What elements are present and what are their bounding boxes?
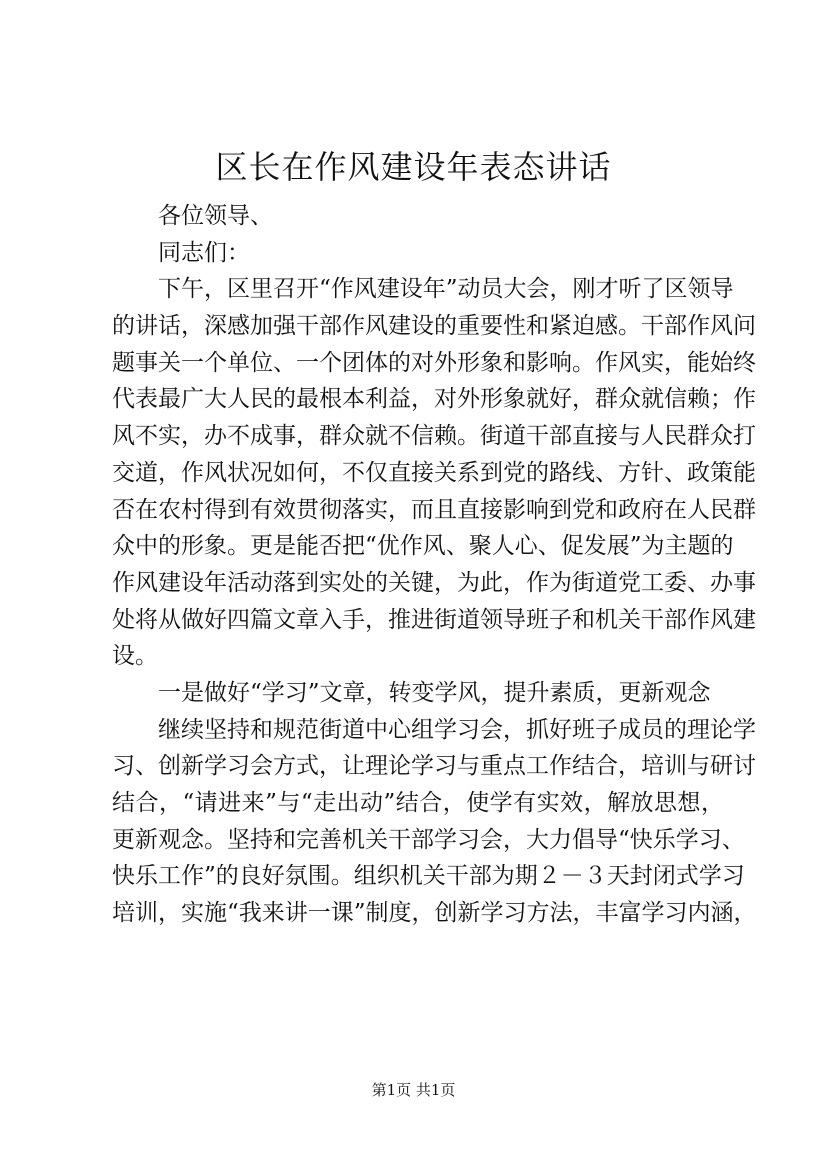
body-line: 下午，区里召开“作风建设年”动员大会，刚才听了区领导 xyxy=(158,276,734,303)
body-line: 处将从做好四篇文章入手，推进街道领导班子和机关干部作风建 xyxy=(112,606,756,633)
document-body xyxy=(112,198,757,932)
body-line: 题事关一个单位、一个团体的对外形象和影响。作风实，能始终 xyxy=(112,349,756,376)
body-line: 作风建设年活动落到实处的关键，为此，作为街道党工委、办事 xyxy=(112,569,756,596)
body-line: 交道，作风状况如何，不仅直接关系到党的路线、方针、政策能 xyxy=(112,459,756,486)
body-line: 继续坚持和规范街道中心组学习会，抓好班子成员的理论学 xyxy=(158,716,756,743)
body-line: 结合，“请进来”与“走出动”结合，使学有实效，解放思想， xyxy=(112,790,724,816)
body-line: 设。 xyxy=(112,643,158,670)
body-line: 一是做好“学习”文章，转变学风，提升素质，更新观念 xyxy=(158,679,711,706)
document-title: 区长在作风建设年表态讲话 xyxy=(215,148,612,186)
body-line: 代表最广大人民的最根本利益，对外形象就好，群众就信赖；作 xyxy=(112,386,756,413)
body-line: 各位领导、 xyxy=(158,203,273,229)
body-line: 更新观念。坚持和完善机关干部学习会，大力倡导“快乐学习、 xyxy=(112,826,745,853)
body-line: 否在农村得到有效贯彻落实，而且直接影响到党和政府在人民群 xyxy=(112,496,756,523)
body-line: 众中的形象。更是能否把“优作风、聚人心、促发展”为主题的 xyxy=(112,533,734,560)
body-line: 的讲话，深感加强干部作风建设的重要性和紧迫感。干部作风问 xyxy=(112,313,756,340)
body-line: 习、创新学习会方式，让理论学习与重点工作结合，培训与研讨 xyxy=(112,753,756,780)
body-line: 风不实，办不成事，群众就不信赖。街道干部直接与人民群众打 xyxy=(112,423,756,450)
page-footer: 第1页 共1页 xyxy=(371,1081,456,1099)
body-line: 同志们： xyxy=(158,239,250,266)
body-line: 培训，实施“我来讲一课”制度，创新学习方法，丰富学习内涵， xyxy=(112,900,757,927)
body-line: 快乐工作”的良好氛围。组织机关干部为期２－３天封闭式学习 xyxy=(112,863,745,890)
